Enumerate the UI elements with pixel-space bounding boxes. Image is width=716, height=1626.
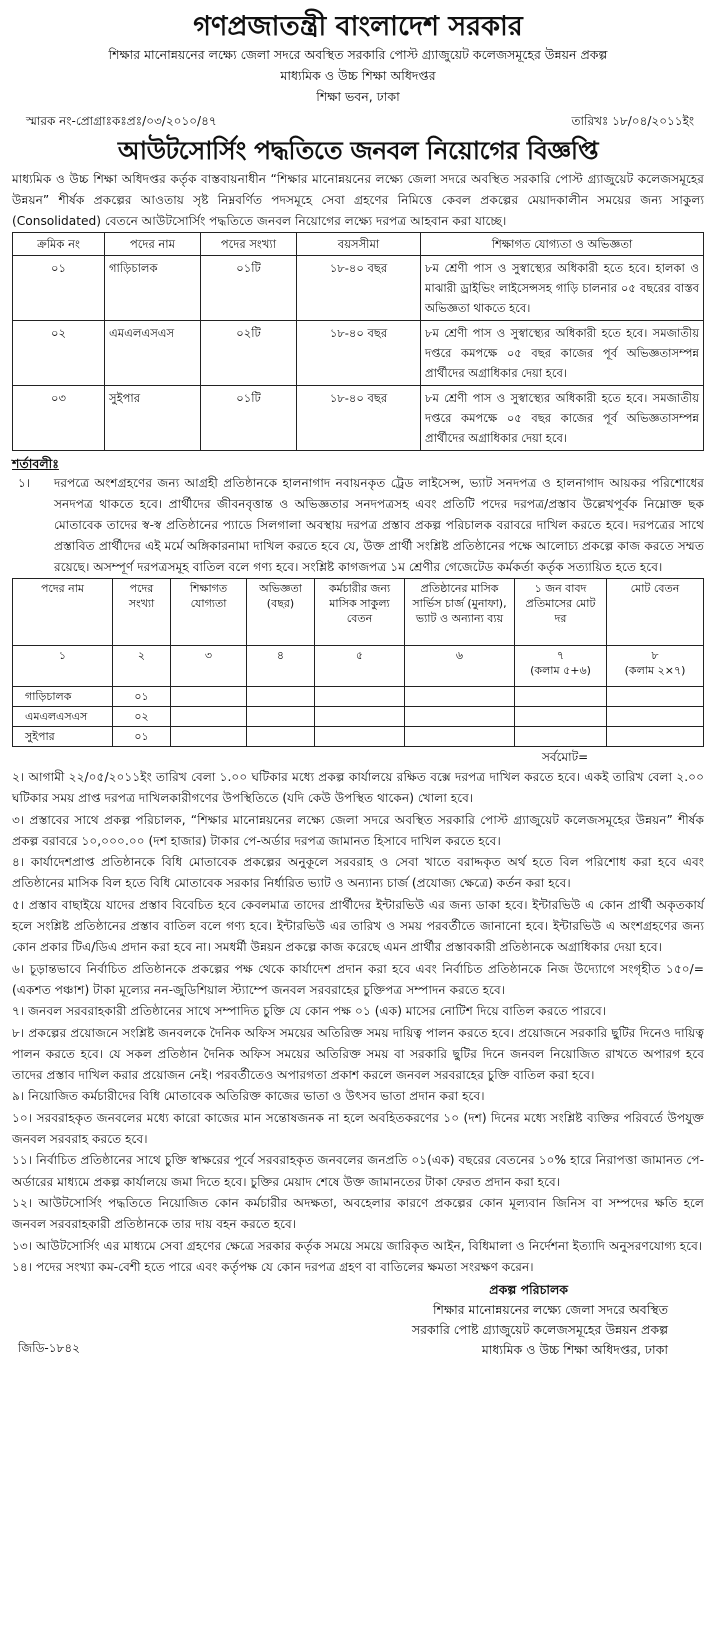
reference-row [12,111,704,131]
post-name: এমএলএসএস [105,321,201,386]
directorate-name: মাধ্যমিক ও উচ্চ শিক্ষা অধিদপ্তর [280,68,436,83]
col-number-7 [515,646,607,687]
col-note: (কলাম ২×৭) [624,664,686,677]
posts-table [12,232,704,451]
conditions-list [12,767,704,1278]
col-header: শিক্ষাগত যোগ্যতা ও অভিজ্ঞতা [421,233,704,256]
post-qualification: ৮ম শ্রেণী পাস ও সুস্বাস্থ্যের অধিকারী হতে হবে। সমজাতীয় দপ্তরে কমপক্ষে ০৫ বছর কাজের পূর্ব অভিজ্ঞতাসম্পন্ন প্রার্থীদের অগ্রাধিকার দেয়া হবে। [421,386,704,451]
intro-paragraph: মাধ্যমিক ও উচ্চ শিক্ষা অধিদপ্তর কর্তৃক বাস্তবায়নাধীন “শিক্ষার মানোন্নয়নের লক্ষ্যে জেলা সদরে অবস্থিত সরকারি পোস্ট গ্র্যাজুয়েট কলেজসমূহের উন্নয়ন” শীর্ষক প্রকল্পের আওতায় সৃষ্ট নিম্নবর্ণিত পদসমূহে সেবা গ্রহণের নিমিত্তে কেবল প্রকল্পের মেয়াদকালীন সময়ের জন্য সাকুল্য (Consolidated) বেতনে আউটসোর্সিং পদ্ধতিতে জনবল নিয়োগের লক্ষ্যে দরপত্র আহবান করা যাচ্ছে। [12,172,704,228]
condition-item: ৮। প্রকল্পের প্রয়োজনে সংশ্লিষ্ট জনবলকে দৈনিক অফিস সময়ের অতিরিক্ত সময় দায়িত্ব পালন করতে হবে। প্রয়োজনে সরকারি ছুটির দিনেও দায়িত্ব পালন করতে হবে। যে সকল প্রতিষ্ঠান দৈনিক অফিস সময়ের অতিরিক্ত সময় বা সরকারি ছুটির দিনে জনবল নিয়োজিত রাখতে অপারগ হবে তাদের প্রস্তাব দাখিল করার প্রয়োজন নেই। পরবর্তীতেও অপারগতা প্রকাশ করলে জনবল সরবরাহের চুক্তি বাতিল করা হবে। [12,1025,704,1083]
notice-page [12,0,704,1360]
col-number: ৭ [556,649,565,662]
bid-table-numbers [13,646,704,687]
post-serial: ০৩ [13,386,105,451]
col-number: ৫ [315,646,405,687]
post-age: ১৮-৪০ বছর [297,256,421,321]
table-row [13,386,704,451]
post-qualification: ৮ম শ্রেণী পাস ও সুস্বাস্থ্যের অধিকারী হতে হবে। সমজাতীয় দপ্তরে কমপক্ষে ০৫ বছর কাজের পূর্ব অভিজ্ঞতাসম্পন্ন প্রার্থীদের অগ্রাধিকার দেয়া হবে। [421,321,704,386]
col-number-8 [607,646,704,687]
signatory-line: মাধ্যমিক ও উচ্চ শিক্ষা অধিদপ্তর, ঢাকা [481,1342,668,1358]
post-name: সুইপার [105,386,201,451]
bid-post-count: ০১ [113,727,171,747]
col-header: পদের সংখ্যা [201,233,297,256]
condition-item: ১১। নির্বাচিত প্রতিষ্ঠানের সাথে চুক্তি স্বাক্ষরের পূর্বে সরবরাহকৃত জনবলের জনপ্রতি ০১(এক) বছরের বেতনের ১০% হারে নিরাপত্তা জামানত পে-অর্ডারের মাধ্যমে প্রকল্প কার্যালয়ে জমা দিতে হবে। চুক্তির মেয়াদ শেষে উক্ত জামানতের টাকা ফেরত প্রদান করা হবে। [12,1153,704,1189]
notice-title: আউটসোর্সিং পদ্ধতিতে জনবল নিয়োগের বিজ্ঞপ্তি [117,136,599,165]
grand-total-label: সর্বমোট= [542,750,589,764]
post-count: ০১টি [201,256,297,321]
post-age: ১৮-৪০ বছর [297,386,421,451]
memo-number: স্মারক নং-প্রোগ্রাঃকঃপ্রঃ/০৩/২০১০/৪৭ [26,114,217,128]
govt-heading: গণপ্রজাতন্ত্রী বাংলাদেশ সরকার [193,11,523,42]
col-number: ৪ [247,646,315,687]
col-number: ২ [113,646,171,687]
col-header: বয়সসীমা [297,233,421,256]
signatory-title: প্রকল্প পরিচালক [489,1282,568,1298]
posts-table-header [13,233,704,256]
bid-post-count: ০২ [113,707,171,727]
condition-item: ২। আগামী ২২/০৫/২০১১ইং তারিখ বেলা ১.০০ ঘটিকার মধ্যে প্রকল্প কার্যালয়ে রক্ষিত বক্সে দরপত্র দাখিল করতে হবে। একই তারিখ বেলা ২.০০ ঘটিকার সময় প্রাপ্ত দরপত্র দাখিলকারীগণের উপস্থিতিতে (যদি কেউ উপস্থিত থাকেন) খোলা হবে। [12,770,704,806]
post-count: ০১টি [201,386,297,451]
post-qualification: ৮ম শ্রেণী পাস ও সুস্বাস্থ্যের অধিকারী হতে হবে। হালকা ও মাঝারী ড্রাইভিং লাইসেন্সসহ গাড়ি চালনার ০৫ বছরের বাস্তব অভিজ্ঞতা থাকতে হবে। [421,256,704,321]
post-serial: ০১ [13,256,105,321]
col-header: পদের নাম [13,579,113,646]
col-header: অভিজ্ঞতা (বছর) [247,579,315,646]
office-address: শিক্ষা ভবন, ঢাকা [316,89,400,104]
condition-item: ৯। নিয়োজিত কর্মচারীদের বিধি মোতাবেক অতিরিক্ত কাজের ভাতা ও উৎসব ভাতা প্রদান করা হবে। [12,1089,485,1104]
col-header: শিক্ষাগত যোগ্যতা [171,579,247,646]
col-header: কর্মচারীর জন্য মাসিক সাকুল্য বেতন [315,579,405,646]
post-serial: ০২ [13,321,105,386]
gd-number: জিডি-১৮৪২ [18,1341,80,1356]
table-row [13,707,704,727]
bid-post-count: ০১ [113,687,171,707]
condition-item: ৬। চূড়ান্তভাবে নির্বাচিত প্রতিষ্ঠানকে প্রকল্পের পক্ষ থেকে কার্যাদেশ প্রদান করা হবে এবং নির্বাচিত প্রতিষ্ঠানকে নিজ উদ্যোগে সংগৃহীত ১৫০/= (একশত পঞ্চাশ) টাকা মূল্যের নন-জুডিশিয়াল স্ট্যাম্পে জনবল সরবরাহের চুক্তিপত্র সম্পাদন করতে হবে। [12,961,704,997]
col-header: পদের সংখ্যা [113,579,171,646]
signatory-line: সরকারি পোষ্ট গ্র্যাজুয়েট কলেজসমূহের উন্নয়ন প্রকল্প [411,1322,668,1338]
signatory-line: শিক্ষার মানোন্নয়নের লক্ষ্যে জেলা সদরে অবস্থিত [432,1302,668,1318]
condition-number: ১। [18,476,31,490]
condition-item: ৭। জনবল সরবরাহকারী প্রতিষ্ঠানের সাথে সম্পাদিত চুক্তি যে কোন পক্ষ ০১ (এক) মাসের নোটিশ দিয়ে বাতিল করতে পারবে। [12,1004,607,1019]
bid-post-name: এমএলএসএস [13,707,113,727]
post-name: গাড়িচালক [105,256,201,321]
condition-item: ১০। সরবরাহকৃত জনবলের মধ্যে কারো কাজের মান সন্তোষজনক না হলে অবহিতকরণের ১০ (দশ) দিনের মধ্যে সংশ্লিষ্ট ব্যক্তির পরিবর্তে উপযুক্ত জনবল সরবরাহ করতে হবে। [12,1110,704,1147]
conditions-heading: শর্তাবলীঃ [12,456,59,471]
bid-post-name: গাড়িচালক [13,687,113,707]
condition-item: ৩। প্রস্তাবের সাথে প্রকল্প পরিচালক, “শিক্ষার মানোন্নয়নের লক্ষ্যে জেলা সদরে অবস্থিত সরকারি পোস্ট গ্র্যাজুয়েট কলেজসমূহের উন্নয়ন” শীর্ষক প্রকল্প বরাবরে ১০,০০০.০০ (দশ হাজার) টাকার পে-অর্ডার দরপত্র জামানত হিসাবে দাখিল করতে হবে। [12,812,704,848]
condition-text: দরপত্রে অংশগ্রহণের জন্য আগ্রহী প্রতিষ্ঠানকে হালনাগাদ নবায়নকৃত ট্রেড লাইসেন্স, ভ্যাট সনদপত্র ও হালনাগাদ আয়কর পরিশোধের সনদপত্র থাকতে হবে। প্রার্থীদের জীবনবৃত্তান্ত ও অভিজ্ঞতার সনদপত্রসহ এবং প্রতিটি পদের দরপত্র/প্রস্তাব উল্লেখপূর্বক নিম্নোক্ত ছক মোতাবেক তাদের স্ব-স্ব প্রতিষ্ঠানের প্যাডে সিলগালা অবস্থায় দরপত্র প্রস্তাব প্রকল্প পরিচালক বরাবরে দাখিল করতে হবে। দরপত্রের সাথে প্রস্তাবিত প্রার্থীদের এই মর্মে অঙ্গিকারনামা দাখিল করতে হবে যে, উক্ত প্রার্থী সংশ্লিষ্ট প্রতিষ্ঠানের পক্ষে আলোচ্য প্রকল্পে কাজ করতে সম্মত রয়েছে। অসম্পূর্ণ দরপত্রসমূহ বাতিল বলে গণ্য হবে। সংশ্লিষ্ট কাগজপত্র ১ম শ্রেণীর গেজেটেড কর্মকর্তা কর্তৃক সত্যায়িত হতে হবে। [54,476,704,574]
grand-total-row [12,747,704,767]
project-name: শিক্ষার মানোন্নয়নের লক্ষ্যে জেলা সদরে অবস্থিত সরকারি পোস্ট গ্র্যাজুয়েট কলেজসমূহের উন্নয়ন প্রকল্প [108,47,608,62]
signature-block [12,1280,704,1360]
col-note: (কলাম ৫+৬) [530,664,591,677]
bid-table [12,578,704,747]
condition-item: ১৪। পদের সংখ্যা কম-বেশী হতে পারে এবং কর্তৃপক্ষ যে কোন দরপত্র গ্রহণ বা বাতিলের ক্ষমতা সংরক্ষণ করেন। [12,1259,534,1274]
col-header: পদের নাম [105,233,201,256]
condition-item: ১৩। আউটসোর্সিং এর মাধ্যমে সেবা গ্রহণের ক্ষেত্রে সরকার কর্তৃক সময়ে সময়ে জারিকৃত আইন, বিধিমালা ও নির্দেশনা ইত্যাদি অনুসরণযোগ্য হবে। [12,1238,703,1253]
post-age: ১৮-৪০ বছর [297,321,421,386]
col-header: ১ জন বাবদ প্রতিমাসের মোট দর [515,579,607,646]
table-row [13,727,704,747]
col-header: প্রতিষ্ঠানের মাসিক সার্ভিস চার্জ (মুনাফা), ভ্যাট ও অন্যান্য ব্যয় [405,579,515,646]
bid-post-name: সুইপার [13,727,113,747]
condition-item: ১২। আউটসোর্সিং পদ্ধতিতে নিয়োজিত কোন কর্মচারীর অদক্ষতা, অবহেলার কারণে প্রকল্পের কোন মূল্যবান জিনিস বা সম্পদের ক্ষতি হলে জনবল সরবরাহকারী প্রতিষ্ঠানকে তার দায় বহন করতে হবে। [12,1195,704,1232]
memo-date: তারিখঃ ১৮/০৪/২০১১ইং [571,114,694,128]
table-row [13,687,704,707]
col-number: ৬ [405,646,515,687]
condition-1 [12,473,704,578]
table-row [13,256,704,321]
col-header: ক্রমিক নং [13,233,105,256]
col-number: ৩ [171,646,247,687]
condition-item: ৫। প্রস্তাব বাছাইয়ে যাদের প্রস্তাব বিবেচিত হবে কেবলমাত্র তাদের প্রার্থীদের ইন্টারভিউ এর জন্য ডাকা হবে। ইন্টারভিউ এ কোন প্রার্থী অকৃতকার্য হলে সংশ্লিষ্ট প্রতিষ্ঠানের প্রস্তাব বাতিল বলে গণ্য হবে। ইন্টারভিউ এর তারিখ ও সময় পরবর্তীতে জানানো হবে। ইন্টারভিউ এ অংশগ্রহণের জন্য কোন প্রকার টিএ/ডিএ প্রদান করা হবে না। সমধর্মী উন্নয়ন প্রকল্পে কাজ করেছে এমন প্রার্থীর প্রস্তাবকারী প্রতিষ্ঠানকে অগ্রাধিকার দেয়া হবে। [12,897,704,955]
post-count: ০২টি [201,321,297,386]
col-number: ১ [13,646,113,687]
bid-table-header [13,579,704,646]
table-row [13,321,704,386]
condition-item: ৪। কার্যাদেশপ্রাপ্ত প্রতিষ্ঠানকে বিধি মোতাবেক প্রকল্পের অনুকূলে সরবরাহ ও সেবা খাতে বরাদ্দকৃত অর্থ হতে বিল পরিশোধ করা হবে এবং প্রতিষ্ঠানের মাসিক বিল হতে বিধি মোতাবেক সরকার নির্ধারিত ভ্যাট ও অন্যান্য চার্জ (প্রযোজ্য ক্ষেত্রে) কর্তন করা হবে। [12,855,704,891]
col-number: ৮ [651,649,659,662]
col-header: মোট বেতন [607,579,704,646]
